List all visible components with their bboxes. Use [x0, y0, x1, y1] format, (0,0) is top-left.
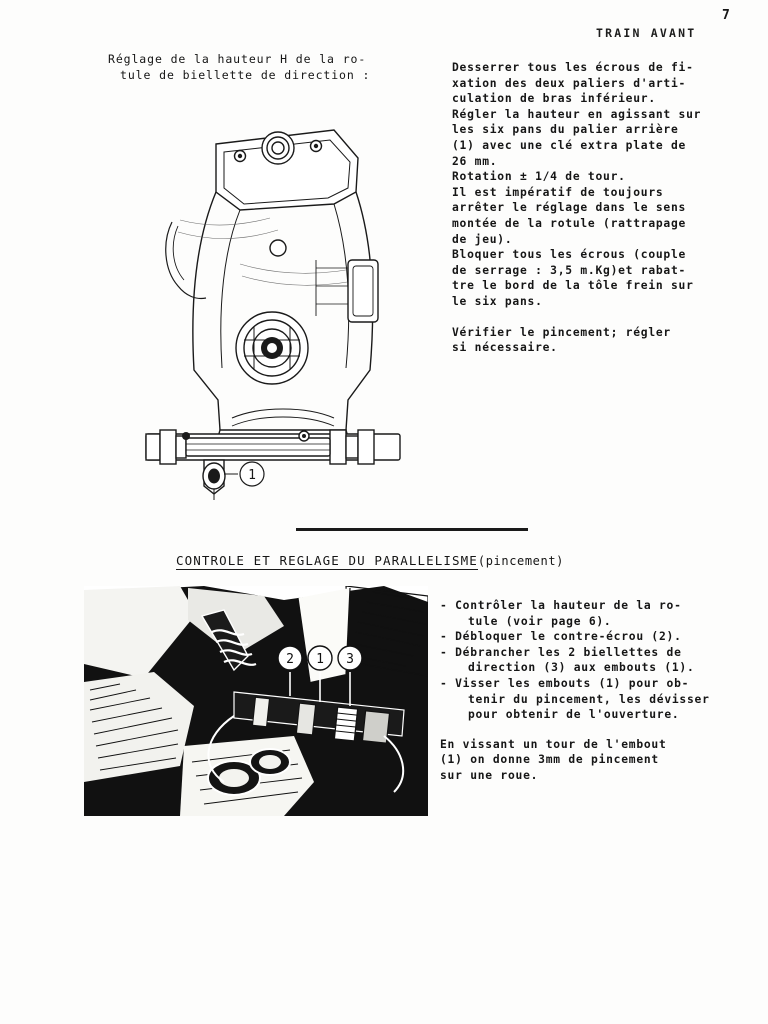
running-header: TRAIN AVANT — [596, 26, 697, 40]
bottom-line: - Débrancher les 2 biellettes de — [440, 645, 682, 659]
instruction-line: Rotation ± 1/4 de tour. — [452, 170, 626, 184]
left-heading-line1: Réglage de la hauteur H de la ro- — [108, 52, 367, 66]
left-heading — [108, 52, 428, 83]
bottom-line: tenir du pincement, les dévisser — [468, 692, 710, 706]
instruction-line: (1) avec une clé extra plate de — [452, 138, 687, 152]
section-title-paren: (pincement) — [477, 554, 564, 568]
instruction-line: les six pans du palier arrière — [452, 123, 679, 137]
instruction-line: le six pans. — [452, 294, 543, 308]
left-heading-line2: tule de biellette de direction : — [120, 67, 371, 82]
instruction-line: montée de la rotule (rattrapage — [452, 216, 687, 230]
instruction-line: de serrage : 3,5 m.Kg)et rabat- — [452, 263, 687, 277]
section-title-main: CONTROLE ET REGLAGE DU PARALLELISME — [176, 553, 478, 568]
bottom-line: direction (3) aux embouts (1). — [468, 661, 695, 675]
bottom-instructions — [440, 598, 760, 784]
section-title — [176, 553, 564, 568]
bottom-line: - Visser les embouts (1) pour ob- — [440, 676, 690, 690]
figure2-callout-3: 3 — [346, 652, 354, 667]
bottom-line: - Débloquer le contre-écrou (2). — [440, 630, 682, 644]
bottom-line: pour obtenir de l'ouverture. — [468, 708, 680, 722]
page-number: 7 — [722, 8, 730, 23]
instruction-line: de jeu). — [452, 232, 513, 246]
instruction-line: Il est impératif de toujours — [452, 185, 664, 199]
figure-suspension-drawing — [120, 100, 420, 510]
instruction-line: Régler la hauteur en agissant sur — [452, 107, 702, 121]
note-line: si nécessaire. — [452, 341, 558, 355]
instruction-line: xation des deux paliers d'arti- — [452, 76, 687, 90]
instruction-line: tre le bord de la tôle frein sur — [452, 279, 694, 293]
instruction-line: culation de bras inférieur. — [452, 92, 656, 106]
bottom-note-line: En vissant un tour de l'embout — [440, 737, 667, 751]
bottom-line: tule (voir page 6). — [468, 614, 612, 628]
right-instructions — [452, 60, 768, 356]
paragraph-gap — [452, 310, 768, 325]
bottom-line: - Contrôler la hauteur de la ro- — [440, 599, 682, 612]
figure2-callout-1: 1 — [316, 652, 324, 667]
figure-steering-photo — [84, 586, 428, 816]
instruction-line: 26 mm. — [452, 154, 498, 168]
figure2-callout-2: 2 — [286, 652, 294, 667]
bottom-note-line: sur une roue. — [440, 768, 539, 782]
figure1-callout-1: 1 — [248, 468, 256, 483]
section-divider — [296, 528, 528, 531]
instruction-line: arrêter le réglage dans le sens — [452, 201, 687, 215]
instruction-line: Desserrer tous les écrous de fi- — [452, 61, 694, 74]
note-line: Vérifier le pincement; régler — [452, 325, 671, 339]
bottom-note-line: (1) on donne 3mm de pincement — [440, 753, 659, 767]
instruction-line: Bloquer tous les écrous (couple — [452, 248, 687, 262]
paragraph-gap — [440, 723, 760, 737]
